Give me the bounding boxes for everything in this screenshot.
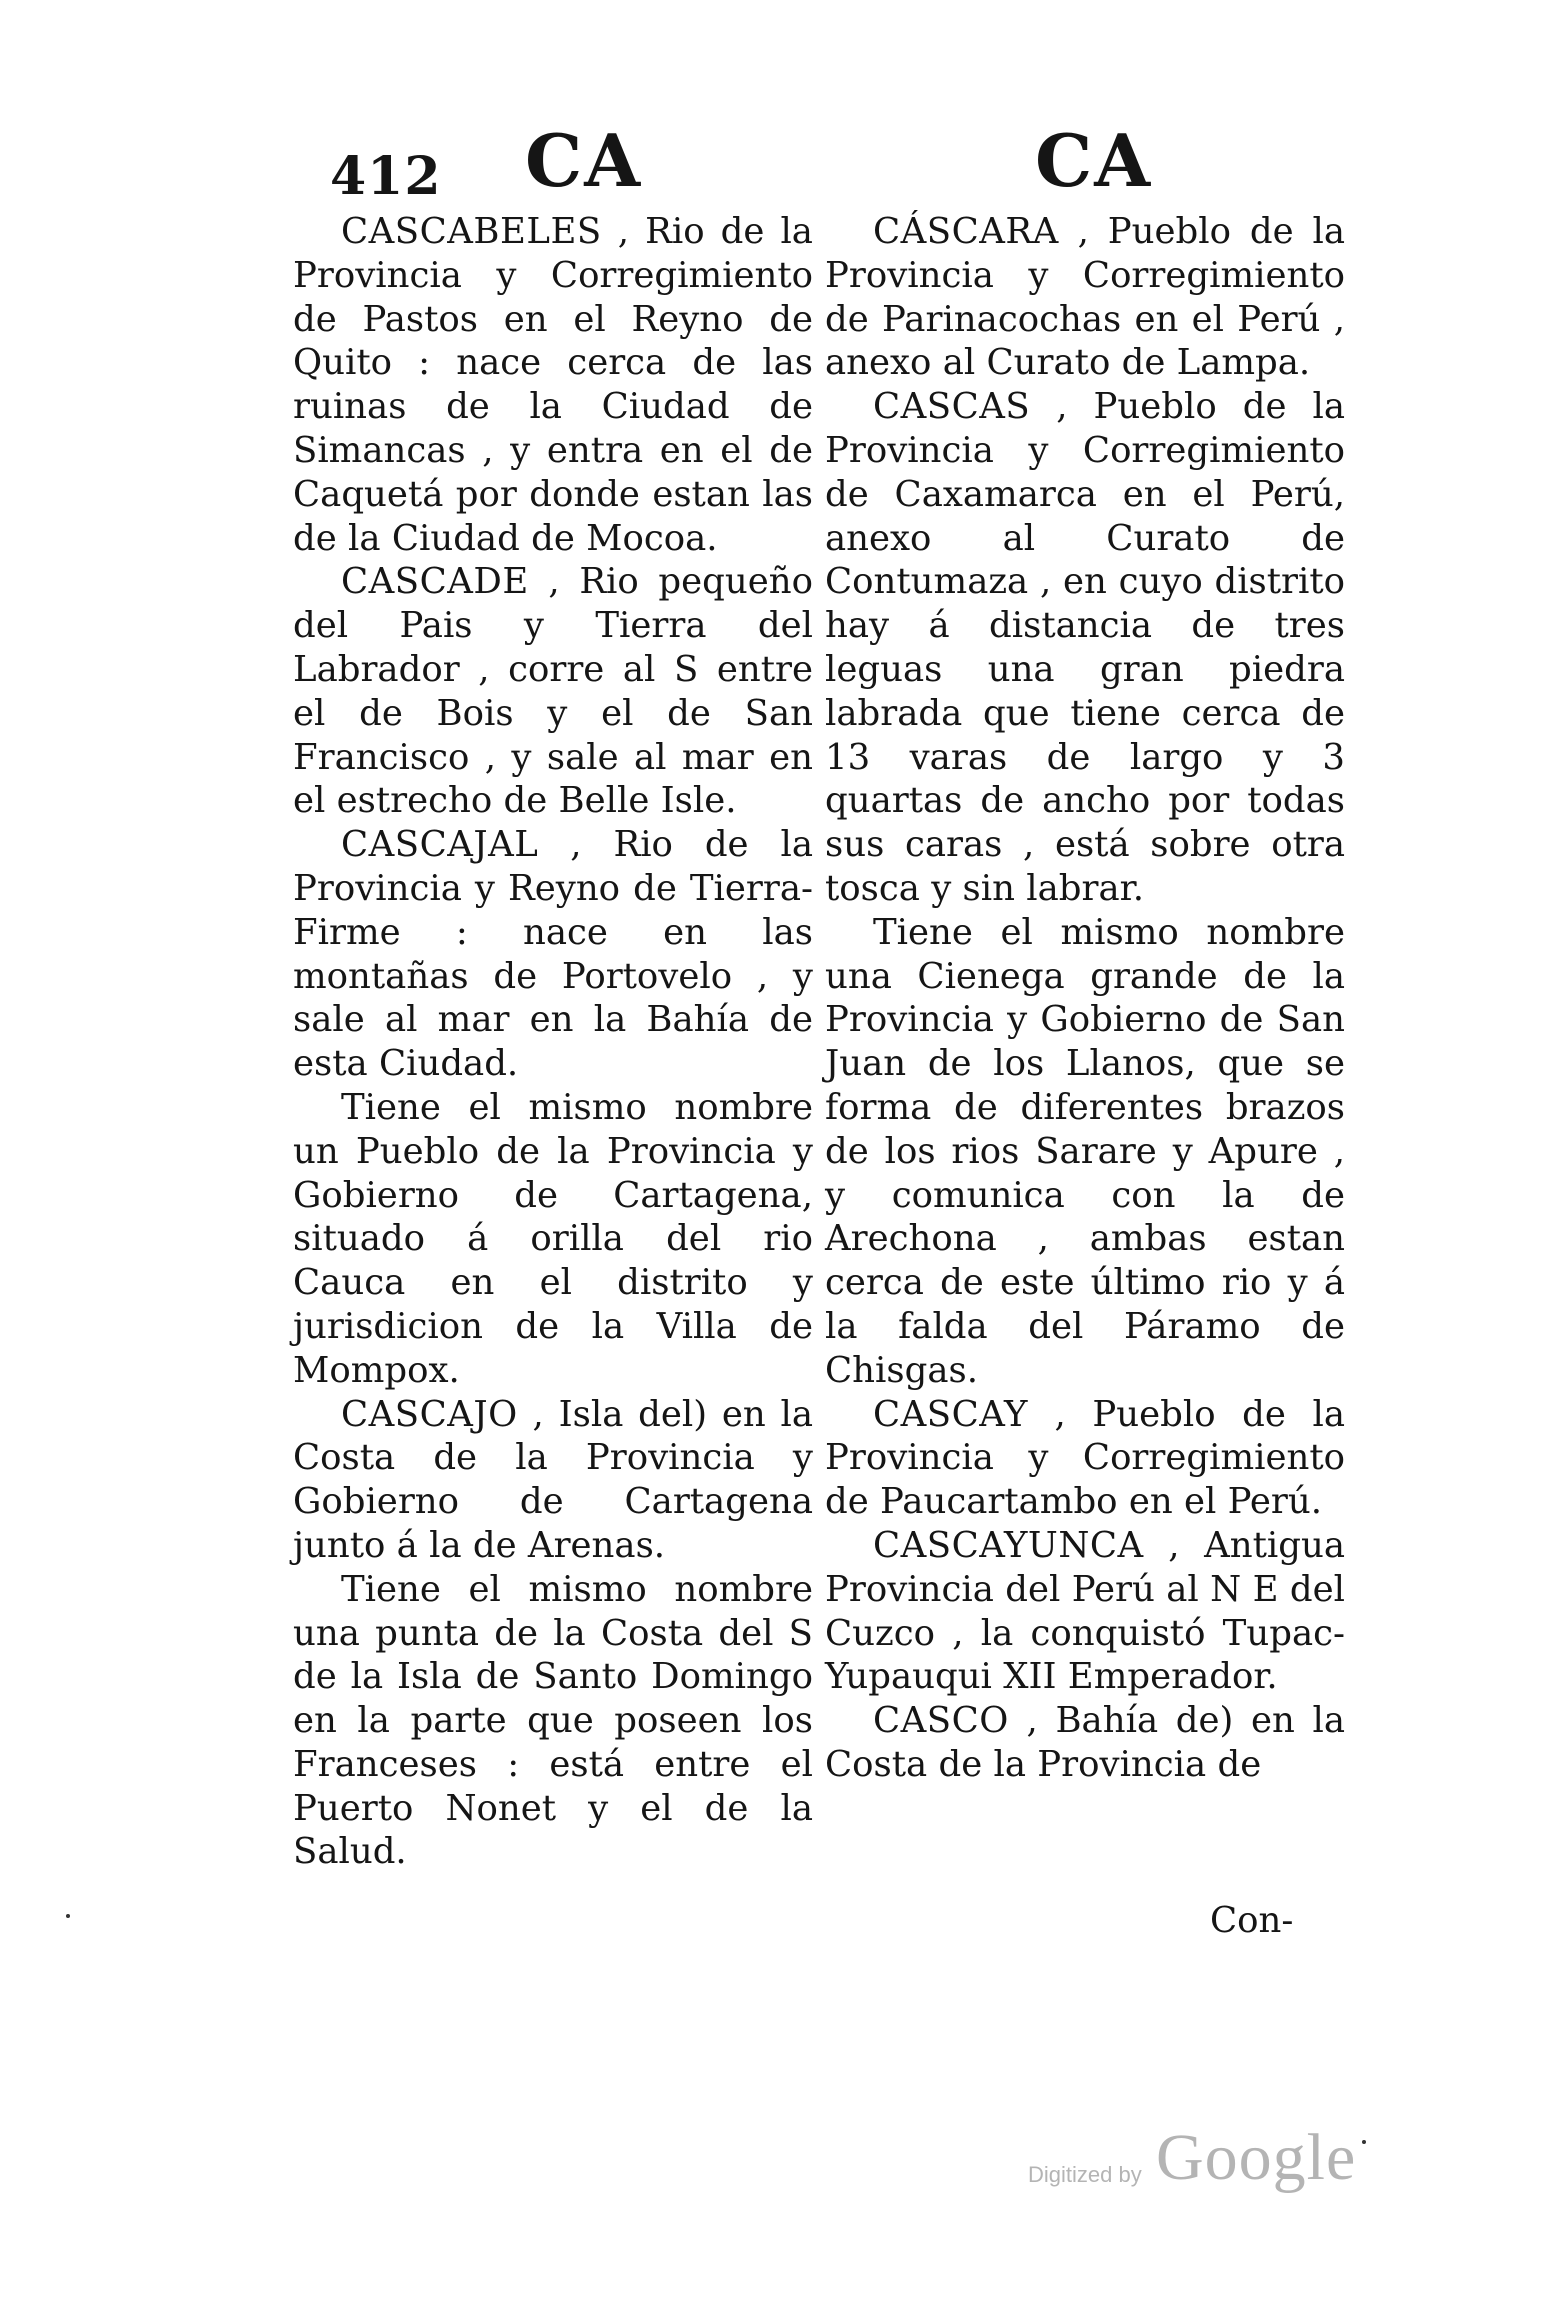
entry-headword: CASCAJO <box>341 1393 518 1435</box>
entry-headword: CASCAJAL <box>341 824 539 866</box>
right-column <box>825 210 1345 1787</box>
watermark-logo: Google <box>1156 2121 1357 2194</box>
page-number: 412 <box>330 146 442 207</box>
dictionary-entry <box>825 1524 1345 1699</box>
entry-headword: CASCAY <box>873 1393 1028 1435</box>
running-head-right: CA <box>1035 118 1153 203</box>
left-column <box>293 210 813 1874</box>
scan-speck <box>66 1914 70 1918</box>
dictionary-entry <box>825 210 1345 385</box>
entry-text: , Pueblo de la Provincia y Corregimiento de Caxamarca en el Perú, anexo al Curato de Contumaza , en cuyo distrito hay á distancia de tres leguas una gran piedra labrada que tiene cerca de 13 varas de largo y 3 quartas de ancho por todas sus caras , está sobre otra tosca y sin labrar. <box>825 386 1345 909</box>
entry-text: Tiene el mismo nombre una punta de la Costa del S de la Isla de Santo Domingo en la parte que poseen los Franceses : está entre el Puerto Nonet y el de la Salud. <box>293 1568 813 1873</box>
entry-text: , Pueblo de la Provincia y Corregimiento de Paucartambo en el Perú. <box>825 1393 1345 1523</box>
entry-headword: CASCABELES <box>341 211 602 252</box>
dictionary-entry <box>293 560 813 823</box>
dictionary-entry <box>293 1086 813 1393</box>
dictionary-entry <box>825 1699 1345 1787</box>
entry-text: , Rio pequeño del Pais y Tierra del Labrador , corre al S entre el de Bois y el de San Francisco , y sale al mar en el estrecho de Belle Isle. <box>293 561 813 822</box>
entry-text: , Rio de la Provincia y Reyno de Tierra-Firme : nace en las montañas de Portovelo , y sale al mar en la Bahía de esta Ciudad. <box>293 824 813 1085</box>
entry-text: Tiene el mismo nombre un Pueblo de la Provincia y Gobierno de Cartagena, situado á orilla del rio Cauca en el distrito y jurisdicion de la Villa de Mompox. <box>293 1086 813 1391</box>
dictionary-entry <box>825 911 1345 1393</box>
entry-headword: CASCAS <box>873 386 1031 428</box>
entry-text: , Pueblo de la Provincia y Corregimiento de Parinacochas en el Perú , anexo al Curato de Lampa. <box>825 211 1345 384</box>
dictionary-entry <box>825 385 1345 911</box>
entry-text: , Rio de la Provincia y Corregimiento de Pastos en el Reyno de Quito : nace cerca de las ruinas de la Ciudad de Simancas , y entra en el de Caquetá por donde estan las de la Ciudad de Mocoa. <box>293 211 813 559</box>
watermark-prefix: Digitized by <box>1028 2162 1142 2187</box>
page-header <box>0 118 1551 207</box>
dictionary-entry <box>293 1568 813 1875</box>
entry-text: Tiene el mismo nombre una Cienega grande de la Provincia y Gobierno de San Juan de los Llanos, que se forma de diferentes brazos de los rios Sarare y Apure , y comunica con la de Arechona , ambas estan cerca de este último rio y á la falda del Páramo de Chisgas. <box>825 911 1345 1391</box>
dictionary-entry <box>293 823 813 1086</box>
entry-headword: CÁSCARA <box>873 211 1059 252</box>
entry-text: , Antigua Provincia del Perú al N E del Cuzco , la conquistó Tupac-Yupauqui XII Emperador. <box>825 1524 1345 1698</box>
dictionary-entry <box>825 1393 1345 1524</box>
entry-headword: CASCAYUNCA <box>873 1524 1144 1566</box>
catchword: Con- <box>1210 1900 1294 1941</box>
dictionary-entry <box>293 1393 813 1568</box>
dictionary-entry <box>293 210 813 560</box>
entry-headword: CASCO <box>873 1700 1009 1742</box>
entry-text: , Bahía de) en la Costa de la Provincia de <box>825 1700 1346 1785</box>
entry-headword: CASCADE <box>341 561 529 603</box>
running-head-left: CA <box>525 118 643 203</box>
scan-speck <box>1362 2140 1366 2144</box>
entry-text: , Isla del) en la Costa de la Provincia y Gobierno de Cartagena junto á la de Arenas. <box>293 1393 813 1566</box>
